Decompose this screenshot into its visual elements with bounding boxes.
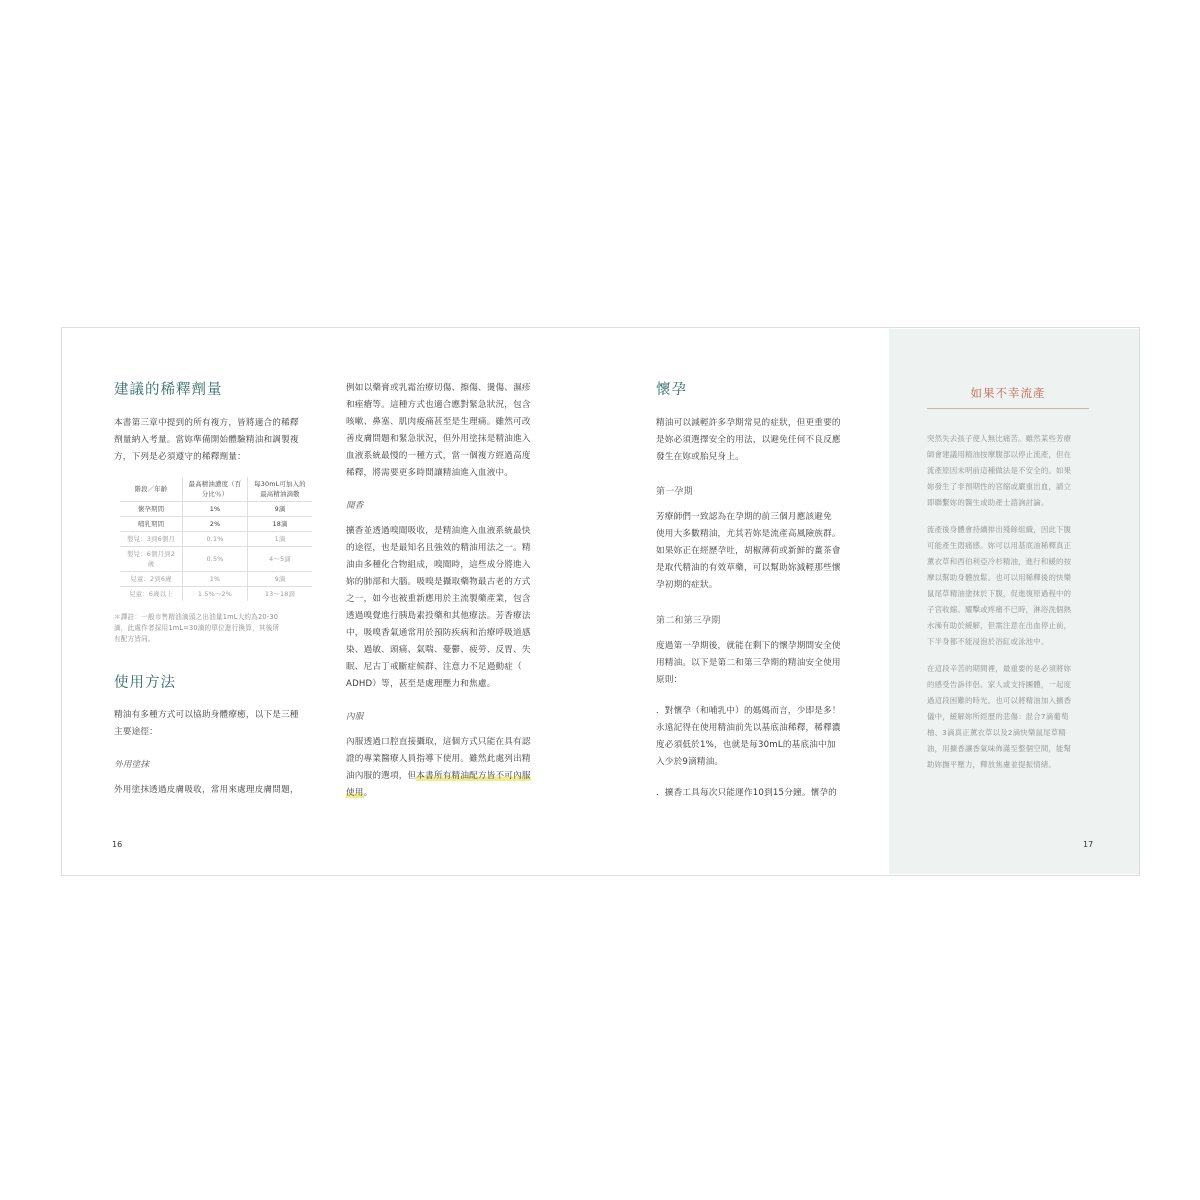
text-line [346,768,556,785]
table-cell: 9滴 [248,572,313,587]
text-line: 油，用擴香讓香氣味佈滿至整個空間，能幫 [927,744,1072,753]
subheading-oral: 內服 [346,712,364,722]
text-line: 如果妳正在經歷孕吐，胡椒薄荷或新鮮的薑茶會 [656,546,841,556]
highlighted-text: 使用 [346,788,364,798]
table-header-row [120,477,312,502]
text-line: 稀釋，將需要更多時間讓精油進入血液中。 [346,468,514,478]
text-line: 例如以藥膏或乳霜治療切傷、擦傷、燙傷、濕疹 [346,383,531,393]
text-line: 妳發生了非預期性的宮縮或嚴重出血，請立 [927,482,1072,491]
table-cell: 9滴 [248,502,313,517]
miscarriage-sidebar [889,329,1139,874]
text-line: 下半身都不能浸泡於浴缸或泳池中。 [927,637,1049,646]
table-cell: 13～18滴 [248,587,313,602]
text-line: 度必須低於1%，也就是每30mL的基底油中加 [656,740,836,750]
table-cell: 嬰兒：6個月到2歲 [120,547,183,572]
text-line: 油由多種化合物組成，嗅聞時，這些成分將進入 [346,560,531,570]
text-line: 發生在妳或胎兒身上。 [656,452,744,462]
page-number-left: 16 [112,840,123,849]
text-line: 原則： [656,675,683,685]
text-line: 度過第一孕期後，就能在剩下的懷孕期間安全使 [656,641,841,651]
text-line [346,785,556,802]
table-row [120,547,312,572]
text-line: 在這段辛苦的期間裡，最重要的是必須將妳 [927,664,1072,673]
text-line: 妳的肺部和大腦。吸嗅是攝取藥物最古老的方式 [346,577,531,587]
table-cell: 1.5%～2% [183,587,248,602]
text-line: 使用大多數精油，尤其若妳是流產高風險族群。 [656,529,841,539]
text-line: 內服透過口腔直接攝取，這個方式只能在具有認 [346,737,531,747]
text-line: 和痤瘡等。這種方式也適合應對緊急狀況，包含 [346,400,531,410]
text-line: 眠、尼古丁戒斷症候群、注意力不足過動症（ [346,662,522,672]
text-line: 的感受告訴伴侶、家人或支持團體，一起度 [927,680,1072,689]
subheading-inhale: 聞香 [346,501,364,511]
note-line: ＊譯註：一般市售精油滴頭之出油量1mL大約為20-30 [114,613,279,621]
text-line: 鼠尾草精油塗抹於下腹，促進復原過程中的 [927,589,1072,598]
table-cell: 1滴 [248,532,313,547]
para-dilution-line: 劑量納入考量。當妳準備開始體驗精油和調製複 [114,435,299,445]
text-line: 過這段困難的時光。也可以將精油加入擴香 [927,696,1072,705]
text-line: 擴香並透過嗅聞吸收，是精油進入血液系統最快 [346,526,531,536]
text-line: 中，吸嗅香氣通常用於預防疾病和治療呼吸道感 [346,628,531,638]
text-line: 流產後身體會持續排出殘餘組織，因此下腹 [927,525,1072,534]
table-cell: 哺乳期間 [120,517,183,532]
highlighted-text: 本書所有精油配方皆不可內服 [416,771,531,781]
table-cell: 兒童：6歲以上 [120,587,183,602]
table-cell: 4～5滴 [248,547,313,572]
table-header: 每30mL可加入的最高精油滴數 [248,477,313,502]
dilution-table [120,477,312,601]
text-line: 是取代精油的有效草藥，可以幫助妳減輕那些懷 [656,563,841,573]
table-header: 階段／年齡 [120,477,183,502]
middle-column [346,380,556,802]
para-usage-line: 主要途徑： [114,727,158,737]
text-line: 薰衣草和西伯利亞冷杉精油，進行和緩的按 [927,557,1072,566]
text-line: 突然失去孩子使人無比痛苦。雖然某些芳療 [927,434,1072,443]
translator-note [114,612,319,645]
text-line: 咳嗽、鼻塞、肌肉痠痛甚至是生理痛。雖然可改 [346,417,531,427]
table-cell: 0.1% [183,532,248,547]
text-line: 柚、3滴真正薰衣草以及2滴快樂鼠尾草精 [927,728,1066,737]
sidebar-paragraph [927,431,1097,511]
text-line: 孕初期的症狀。 [656,580,718,590]
text-line: 芳療師們一致認為在孕期的前三個月應該避免 [656,512,832,522]
text-line: 善皮膚問題和緊急狀況，但外用塗抹是精油進入 [346,434,531,444]
text-plain: 油內服的選項，但 [346,771,417,781]
sidebar-paragraph [927,522,1097,650]
table-cell: 2% [183,517,248,532]
text-line: ADHD）等，甚至是處理壓力和焦慮。 [346,679,496,689]
left-column [114,382,319,799]
text-line: 永遠記得在使用精油前先以基底油稀釋，稀釋濃 [656,723,841,733]
text-line: 之一，如今也被重新應用於主流製藥產業，包含 [346,594,531,604]
text-line: 摩以幫助身體放鬆。也可以用稀釋後的快樂 [927,573,1072,582]
table-header: 最高精油濃度（百分比％） [183,477,248,502]
text-line: 是妳必須選擇安全的用法，以避免任何不良反應 [656,435,841,445]
text-line: 可能產生悶痛感。妳可以用基底油稀釋真正 [927,541,1072,550]
table-row [120,517,312,532]
para-dilution-line: 方，下列是必須遵守的稀釋劑量： [114,452,246,462]
text-line: 血液系統最慢的一種方式，當一個複方經過高度 [346,451,531,461]
subheading-first-trimester: 第一孕期 [656,487,693,497]
text-line: 入少於9滴精油。 [656,757,724,767]
table-cell: 18滴 [248,517,313,532]
text-line: 子宮收縮。耀擊或疼痛不已時，淋浴洗個熱 [927,605,1072,614]
table-cell: 1% [183,502,248,517]
text-line: 證的專業醫療人員指導下使用。雖然此處列出精 [346,754,531,764]
text-line: 即聯繫妳的醫生或助產士諮詢討論。 [927,498,1049,507]
page-number-right: 17 [1083,840,1094,849]
text-line: 透過嗅覺進行胰島素投藥和其他療法。芳香療法 [346,611,531,621]
text-line: ．擴香工具每次只能運作10到15分鐘。懷孕的 [656,788,837,798]
table-cell: 0.5% [183,547,248,572]
table-cell: 兒童：2到6歲 [120,572,183,587]
table-cell: 嬰兒：3到6個月 [120,532,183,547]
table-row [120,587,312,602]
table-row [120,502,312,517]
sidebar-paragraph [927,661,1097,773]
para-dilution-line: 本書第三章中提到的所有複方，皆將適合的稀釋 [114,418,299,428]
note-line: 滴，此處作者採用1mL=30滴的單位進行換算，其後所 [114,624,280,632]
heading-usage: 使用方法 [114,675,176,691]
right-column [656,382,868,802]
text-line: 流產原因未明前這種做法是不安全的。如果 [927,466,1072,475]
sidebar-title: 如果不幸流產 [927,385,1089,409]
text-line: 水澡有助於緩解，但需注意在出血停止前， [927,621,1072,630]
text-line: 儀中，緩解妳所經歷的悲傷：混合7滴葡萄 [927,712,1069,721]
text-line: 精油可以減輕許多孕期常見的症狀，但更重要的 [656,418,841,428]
text-line: 染、過敏、頭痛、氣喘、憂鬱、疲勞、反胃、失 [346,645,531,655]
subheading-second-third-trimester: 第二和第三孕期 [656,616,721,626]
table-cell: 懷孕期間 [120,502,183,517]
table-row [120,572,312,587]
table-row [120,532,312,547]
text-line: ．對懷孕（和哺乳中）的媽媽而言，少即是多！ [656,706,841,716]
table-cell: 1% [183,572,248,587]
note-line: 有配方皆同。 [114,635,155,643]
para-topical-line: 外用塗抹透過皮膚吸收，常用來處理皮膚問題， [114,785,299,795]
book-spread [61,327,1140,876]
text-line: 用精油。以下是第二和第三孕期的精油安全使用 [656,658,841,668]
subheading-topical: 外用塗抹 [114,760,150,770]
text-line: 助妳撫平壓力，釋放焦慮並提振情緒。 [927,760,1057,769]
text-plain: 。 [363,788,373,798]
heading-pregnancy: 懷孕 [656,382,687,398]
text-line: 的途徑，也是最知名且強效的精油用法之一。精 [346,543,531,553]
para-usage-line: 精油有多種方式可以協助身體療癒，以下是三種 [114,710,299,720]
heading-dilution: 建議的稀釋劑量 [114,382,223,398]
text-line: 師會建議用精油按摩腹部以停止流產，但在 [927,450,1072,459]
